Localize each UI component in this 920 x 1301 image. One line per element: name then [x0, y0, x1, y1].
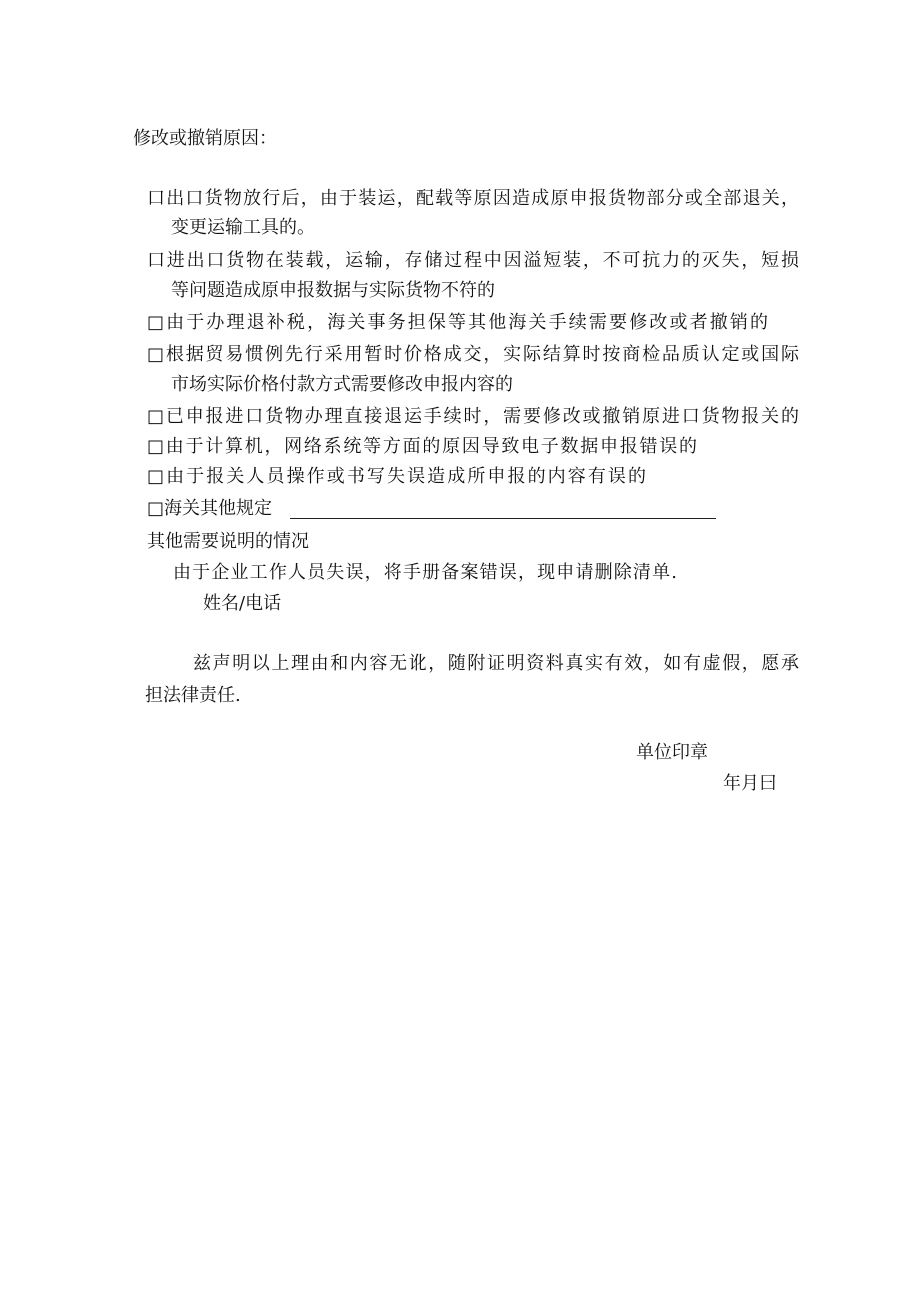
reason-5: □已申报进口货物办理直接退运手续时，需要修改或撤销原进口货物报关的 [147, 406, 799, 427]
reason-4-line-1: □根据贸易惯例先行采用暂时价格成交，实际结算时按商检品质认定或国际 [147, 344, 799, 365]
reason-2-line-1: 口进出口货物在装载，运输，存储过程中因溢短装，不可抗力的灭失，短损 [147, 250, 799, 271]
date-label: 年月曰 [723, 773, 777, 794]
reason-2-line-2: 等问题造成原申报数据与实际货物不符的 [171, 280, 495, 301]
reason-4-line-2: 市场实际价格付款方式需要修改申报内容的 [171, 374, 513, 395]
reason-7: □由于报关人员操作或书写失误造成所申报的内容有误的 [147, 466, 646, 487]
other-rules-blank-field[interactable] [290, 518, 716, 519]
declaration-line-1: 兹声明以上理由和内容无讹，随附证明资料真实有效，如有虚假，愿承 [193, 653, 799, 674]
reason-3: □由于办理退补税，海关事务担保等其他海关手续需要修改或者撤销的 [147, 312, 768, 333]
other-situation-label: 其他需要说明的情况 [147, 531, 309, 552]
contact-name-phone: 姓名/电话 [203, 593, 282, 614]
declaration-line-2: 担法律责任. [145, 685, 241, 706]
reason-6: □由于计算机，网络系统等方面的原因导致电子数据申报错误的 [147, 436, 697, 457]
other-situation-detail: 由于企业工作人员失误，将手册备案错误，现申请删除清单. [173, 562, 677, 583]
reason-1-line-2: 变更运输工具的。 [171, 217, 315, 238]
reason-8: □海关其他规定 [147, 498, 273, 519]
company-seal-label: 单位印章 [636, 742, 708, 763]
reason-1-line-1: 口出口货物放行后，由于装运，配载等原因造成原申报货物部分或全部退关， [147, 188, 799, 209]
reasons-heading: 修改或撤销原因： [133, 128, 277, 149]
